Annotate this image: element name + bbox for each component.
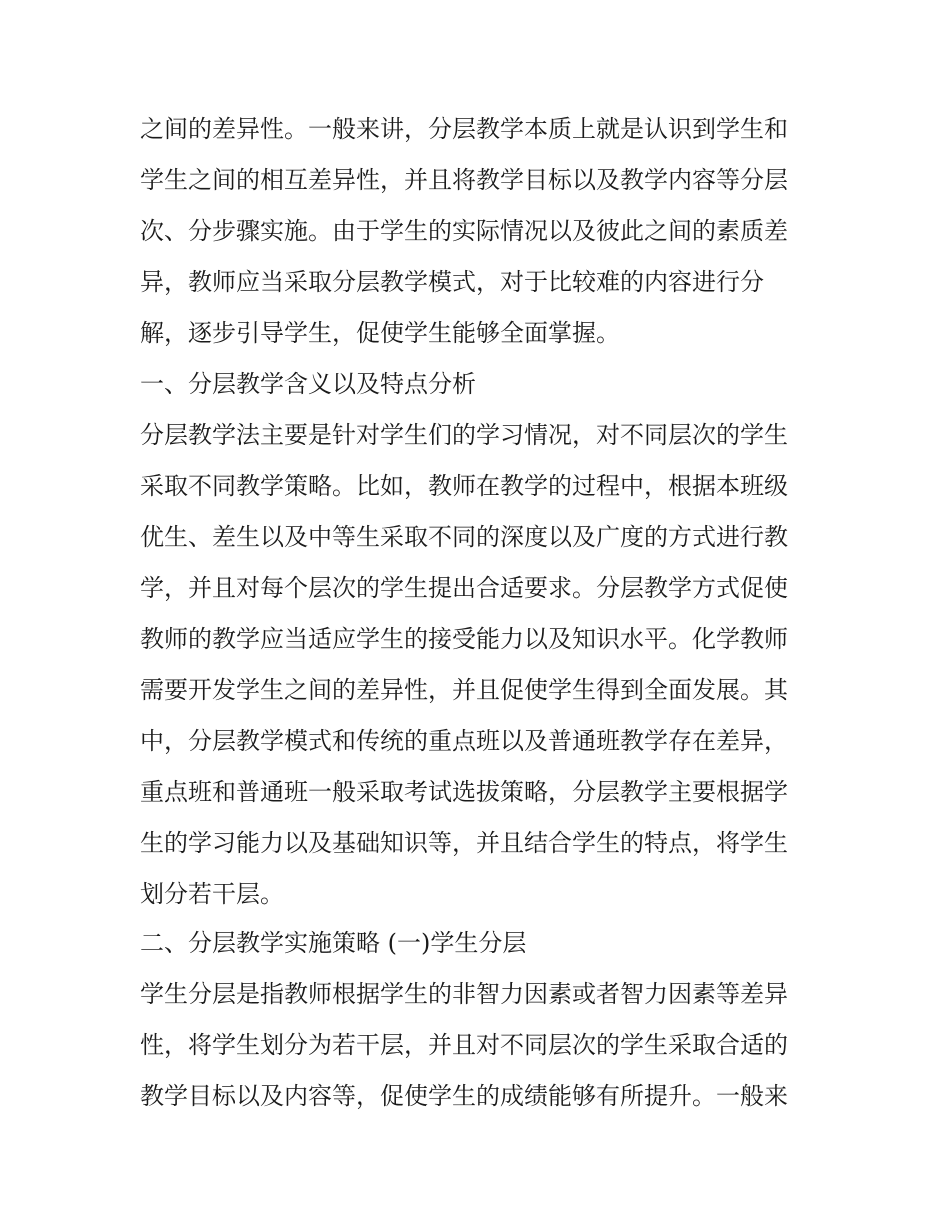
text-line: 解，逐步引导学生，促使学生能够全面掌握。 (140, 319, 620, 347)
text-line: 中，分层教学模式和传统的重点班以及普通班教学存在差异， (140, 727, 788, 755)
text-line: 学生分层是指教师根据学生的非智力因素或者智力因素等差异 (140, 980, 788, 1008)
text-line: 之间的差异性。一般来讲，分层教学本质上就是认识到学生和 (140, 115, 788, 143)
text-line: 学，并且对每个层次的学生提出合适要求。分层教学方式促使 (140, 574, 788, 602)
text-line: 次、分步骤实施。由于学生的实际情况以及彼此之间的素质差 (140, 217, 788, 245)
text-line: 划分若干层。 (140, 880, 284, 908)
text-line: 性，将学生划分为若干层，并且对不同层次的学生采取合适的 (140, 1031, 788, 1059)
text-line: 生的学习能力以及基础知识等，并且结合学生的特点，将学生 (140, 829, 788, 857)
text-line: 优生、差生以及中等生采取不同的深度以及广度的方式进行教 (140, 523, 788, 551)
section-heading: 一、分层教学含义以及特点分析 (140, 370, 476, 398)
text-line: 需要开发学生之间的差异性，并且促使学生得到全面发展。其 (140, 676, 788, 704)
section-heading: 二、分层教学实施策略 (一)学生分层 (140, 929, 527, 957)
text-line: 教学目标以及内容等，促使学生的成绩能够有所提升。一般来 (140, 1082, 788, 1110)
text-line: 教师的教学应当适应学生的接受能力以及知识水平。化学教师 (140, 625, 788, 653)
text-line: 重点班和普通班一般采取考试选拔策略，分层教学主要根据学 (140, 778, 788, 806)
text-line: 异，教师应当采取分层教学模式，对于比较难的内容进行分 (140, 268, 764, 296)
text-line: 分层教学法主要是针对学生们的学习情况，对不同层次的学生 (140, 421, 788, 449)
text-line: 学生之间的相互差异性，并且将教学目标以及教学内容等分层 (140, 166, 788, 194)
text-line: 采取不同教学策略。比如，教师在教学的过程中，根据本班级 (140, 472, 788, 500)
